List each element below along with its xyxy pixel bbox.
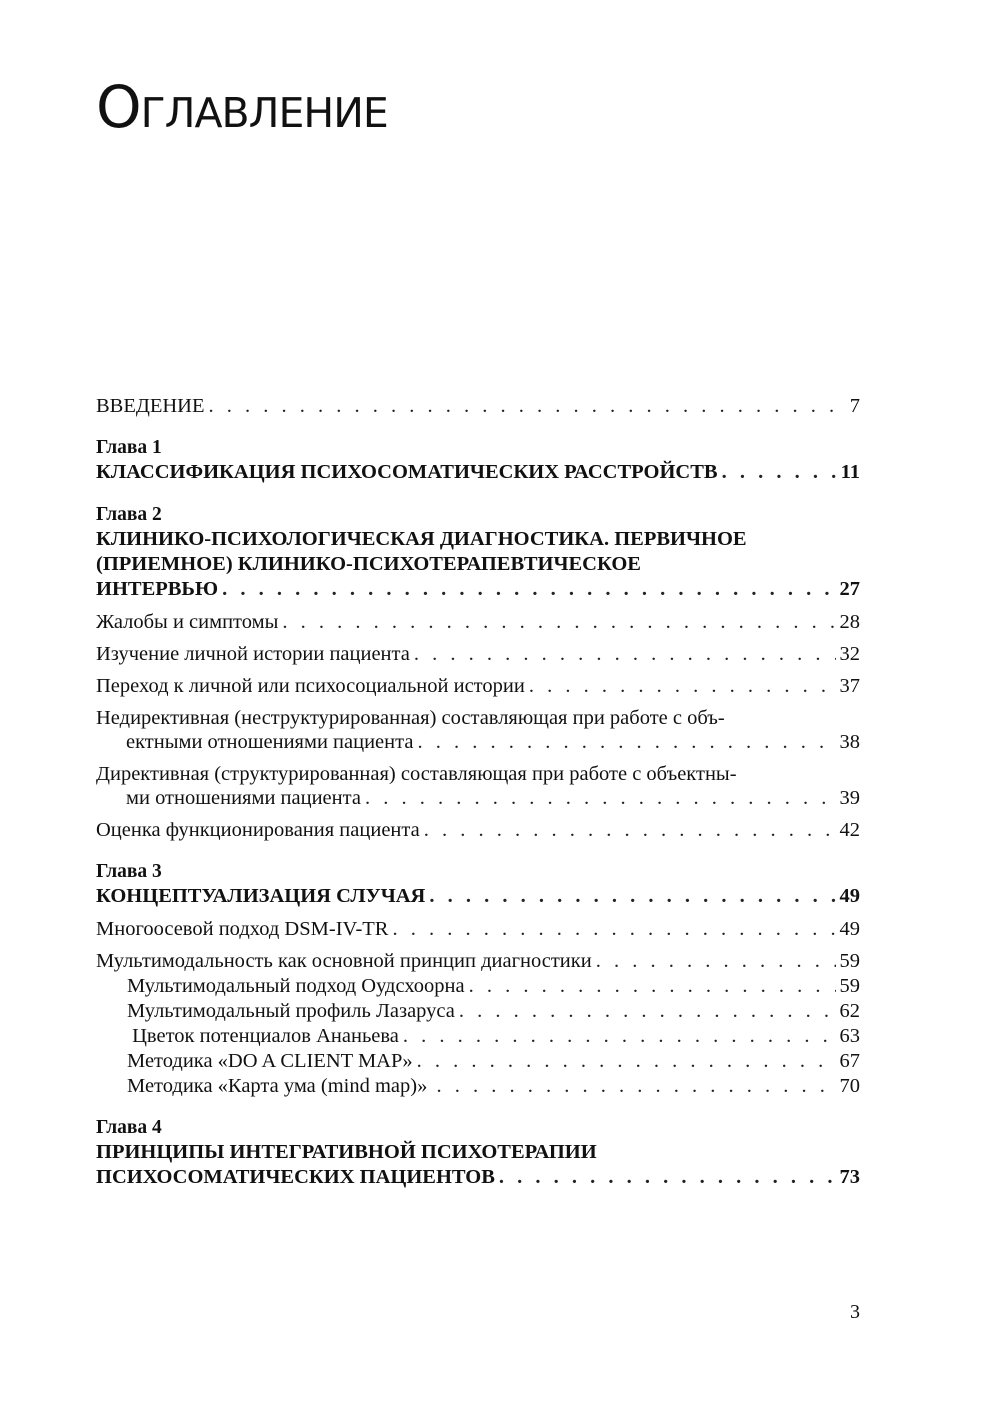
toc-page-number: 62 (839, 1000, 860, 1022)
toc-entry[interactable] (96, 917, 860, 941)
chapter-title-line[interactable]: ПРИНЦИПЫ ИНТЕГРАТИВНОЙ ПСИХОТЕРАПИИ (96, 1141, 597, 1163)
toc-chapter-2 (96, 503, 860, 842)
dot-leader (392, 917, 835, 941)
toc-entry-text: Многоосевой подход DSM-IV-TR (96, 918, 389, 940)
toc-entry[interactable] (96, 610, 860, 634)
chapter-title-text: КОНЦЕПТУАЛИЗАЦИЯ СЛУЧАЯ (96, 885, 426, 907)
toc-page-number: 59 (839, 975, 860, 997)
toc-entry-intro[interactable] (96, 394, 860, 418)
toc-entry[interactable] (96, 642, 860, 666)
toc-subentry[interactable] (96, 1049, 860, 1073)
toc-chapter-title[interactable] (96, 460, 860, 485)
toc-chapter-title[interactable] (96, 1165, 860, 1190)
page-number: 3 (850, 1301, 860, 1323)
toc-page-number: 49 (839, 918, 860, 940)
dot-leader (282, 610, 835, 634)
table-of-contents (96, 394, 860, 1190)
toc-chapter-title[interactable] (96, 884, 860, 909)
toc-page-number: 28 (839, 611, 860, 633)
toc-page-number: 70 (839, 1075, 860, 1097)
toc-page-number: 7 (849, 395, 860, 417)
toc-subentry[interactable] (96, 1024, 860, 1048)
toc-page-number: 42 (839, 819, 860, 841)
toc-page-number: 59 (839, 950, 860, 972)
toc-entry-label: ВВЕДЕНИЕ (96, 395, 205, 417)
chapter-label: Глава 4 (96, 1117, 162, 1138)
toc-subentry[interactable] (96, 1074, 860, 1098)
dot-leader (417, 730, 835, 754)
toc-section-intro (96, 394, 860, 418)
toc-entry-continuation (96, 786, 860, 810)
toc-subentry-text: Цветок потенциалов Ананьева (127, 1025, 399, 1047)
chapter-label: Глава 3 (96, 861, 162, 882)
toc-chapter-1 (96, 436, 860, 485)
toc-subentry-text: Мультимодальный профиль Лазаруса (127, 1000, 455, 1022)
dot-leader (596, 949, 836, 973)
toc-entry-text: Переход к личной или психосоциальной истории (96, 675, 525, 697)
dot-leader (459, 999, 836, 1023)
toc-page-number: 37 (839, 675, 860, 697)
chapter-label: Глава 2 (96, 504, 162, 525)
toc-page-number: 63 (839, 1025, 860, 1047)
dot-leader (403, 1024, 836, 1048)
toc-entry[interactable] (96, 818, 860, 842)
toc-entry-multiline[interactable] (96, 762, 860, 810)
dot-leader (429, 884, 835, 909)
chapter-label: Глава 1 (96, 437, 162, 458)
dot-leader (529, 674, 836, 698)
toc-subentry-text: Методика «Карта ума (mind map)» (127, 1075, 433, 1097)
toc-page-number: 67 (839, 1050, 860, 1072)
dot-leader (222, 577, 835, 602)
toc-chapter-3 (96, 860, 860, 1098)
toc-page-number: 39 (839, 787, 860, 809)
toc-chapter-title[interactable] (96, 577, 860, 602)
toc-page-number: 49 (839, 885, 860, 907)
toc-subentry-text: Мультимодальный подход Оудсхоорна (127, 975, 465, 997)
dot-leader (209, 394, 846, 418)
toc-page-number: 32 (839, 643, 860, 665)
dot-leader (436, 1074, 835, 1098)
toc-entry[interactable] (96, 949, 860, 973)
toc-subentry-text: Методика «DO A CLIENT MAP» (127, 1050, 413, 1072)
chapter-title-text: КЛАССИФИКАЦИЯ ПСИХОСОМАТИЧЕСКИХ РАССТРОЙСТВ (96, 461, 718, 483)
toc-page-number: 38 (839, 731, 860, 753)
toc-entry-text: ектными отношениями пациента (126, 731, 414, 753)
chapter-title-line[interactable]: КЛИНИКО-ПСИХОЛОГИЧЕСКАЯ ДИАГНОСТИКА. ПЕРВИЧНОЕ (96, 528, 747, 550)
toc-subentry[interactable] (96, 999, 860, 1023)
toc-page-number: 27 (839, 578, 860, 600)
toc-entry-text: Изучение личной истории пациента (96, 643, 410, 665)
chapter-title-text: ПСИХОСОМАТИЧЕСКИХ ПАЦИЕНТОВ (96, 1166, 495, 1188)
toc-entry-text-line: Директивная (структурированная) составляющая при работе с объектны- (96, 763, 737, 785)
dot-leader (417, 1049, 836, 1073)
chapter-title-text: ИНТЕРВЬЮ (96, 578, 219, 600)
chapter-title-line[interactable]: (ПРИЕМНОЕ) КЛИНИКО-ПСИХОТЕРАПЕВТИЧЕСКОЕ (96, 553, 641, 575)
dot-leader (469, 974, 836, 998)
toc-entry[interactable] (96, 674, 860, 698)
toc-entry-text: Оценка функционирования пациента (96, 819, 420, 841)
toc-entry-multiline[interactable] (96, 706, 860, 754)
dot-leader (499, 1165, 836, 1190)
toc-page-number: 73 (839, 1166, 860, 1188)
toc-entry-continuation (96, 730, 860, 754)
dot-leader (365, 786, 836, 810)
toc-page-number: 11 (840, 461, 860, 483)
toc-chapter-4 (96, 1116, 860, 1190)
dot-leader (722, 460, 837, 485)
toc-subentry[interactable] (96, 974, 860, 998)
toc-entry-text: Мультимодальность как основной принцип диагностики (96, 950, 592, 972)
page-title: Оглавление (96, 73, 388, 141)
toc-entry-text: ми отношениями пациента (126, 787, 361, 809)
toc-entry-text: Жалобы и симптомы (96, 611, 279, 633)
dot-leader (414, 642, 836, 666)
dot-leader (424, 818, 836, 842)
toc-entry-text-line: Недирективная (неструктурированная) составляющая при работе с объ- (96, 707, 725, 729)
